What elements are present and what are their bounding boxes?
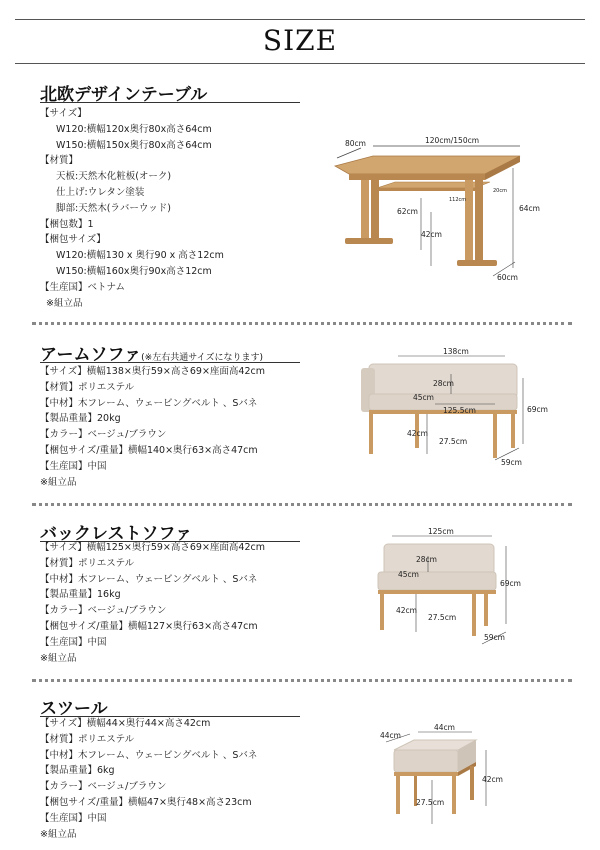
spec-line: 【梱包サイズ/重量】横幅127×奥行63×高さ47cm <box>40 620 258 632</box>
arm-sofa-dim-back: 28cm <box>433 379 454 388</box>
table-dim-leg-h: 62cm <box>397 207 418 216</box>
spec-line: W120:横幅130 x 奥行90 x 高さ12cm <box>56 250 224 262</box>
page-title: SIZE <box>262 24 338 57</box>
stool-dim-height: 42cm <box>482 775 503 784</box>
table-dim-under-h: 42cm <box>421 230 442 239</box>
spec-line: 【サイズ】横幅138×奥行59×高さ69×座面高42cm <box>40 366 265 377</box>
spec-line: 【梱包数】1 <box>40 218 94 230</box>
header-rule-bottom <box>15 63 585 64</box>
spec-line: ※組立品 <box>46 297 83 309</box>
spec-line: 【梱包サイズ/重量】横幅140×奥行63×高さ47cm <box>40 444 258 456</box>
spec-line: 【生産国】ベトナム <box>40 281 126 293</box>
table-dim-shelf-h: 20cm <box>493 188 507 194</box>
table-dim-height: 64cm <box>519 204 540 213</box>
spec-line: ※組立品 <box>40 652 77 664</box>
stool-spec-list <box>40 716 257 842</box>
spec-line: 【生産国】中国 <box>40 460 107 472</box>
spec-line: 仕上げ:ウレタン塗装 <box>56 186 145 198</box>
spec-line: 【カラー】ベージュ/ブラウン <box>40 781 167 793</box>
table-dim-foot: 60cm <box>497 273 518 282</box>
table-section-rule <box>40 102 300 103</box>
back-sofa-dim-seat-d: 45cm <box>398 570 419 579</box>
spec-line: 【サイズ】 <box>40 108 87 119</box>
spec-line: 【サイズ】横幅125×奥行59×高さ69×座面高42cm <box>40 542 265 553</box>
stool-dim-depth: 44cm <box>380 731 401 740</box>
spec-line: 【生産国】中国 <box>40 636 107 648</box>
back-sofa-dim-seat-h: 42cm <box>396 606 417 615</box>
arm-sofa-section-rule <box>40 362 300 363</box>
header-rule-top <box>15 19 585 20</box>
spec-line: 【梱包サイズ】 <box>40 234 106 246</box>
arm-sofa-illustration <box>355 347 548 470</box>
arm-sofa-dim-seat-h: 42cm <box>407 429 428 438</box>
back-sofa-dim-leg: 27.5cm <box>428 613 457 622</box>
spec-line: 【中材】木フレーム、ウェービングベルト 、Sバネ <box>40 397 258 409</box>
arm-sofa-spec-list <box>40 364 265 490</box>
back-sofa-dim-back: 28cm <box>416 555 437 564</box>
arm-sofa-dim-height: 69cm <box>527 405 548 414</box>
stool-dim-leg: 27.5cm <box>416 798 445 807</box>
stool-dim-width: 44cm <box>434 723 455 732</box>
arm-sofa-note: (※左右共通サイズになります) <box>141 353 264 363</box>
table-spec-list <box>40 106 224 311</box>
arm-sofa-dim-width: 138cm <box>443 347 469 356</box>
section-divider <box>32 679 572 682</box>
spec-line: 【中材】木フレーム、ウェービングベルト 、Sバネ <box>40 573 258 585</box>
table-illustration <box>325 138 565 290</box>
spec-line: 脚部:天然木(ラバーウッド) <box>56 202 171 214</box>
spec-line: 【中材】木フレーム、ウェービングベルト 、Sバネ <box>40 749 258 761</box>
spec-line: W120:横幅120x奥行80x高さ64cm <box>56 123 212 135</box>
back-sofa-dim-height: 69cm <box>500 579 521 588</box>
spec-line: 【材質】ポリエステル <box>40 557 135 569</box>
spec-line: 【材質】ポリエステル <box>40 733 135 745</box>
back-sofa-dim-depth: 59cm <box>484 633 505 642</box>
arm-sofa-title: アームソファ <box>40 345 142 365</box>
arm-sofa-dim-leg: 27.5cm <box>439 437 468 446</box>
back-sofa-spec-list <box>40 540 265 666</box>
arm-sofa-dim-depth: 59cm <box>501 458 522 467</box>
arm-sofa-dim-seat-d: 45cm <box>413 393 434 402</box>
spec-line: 【材質】ポリエステル <box>40 381 135 393</box>
spec-line: 【材質】 <box>40 155 79 167</box>
spec-line: 【生産国】中国 <box>40 812 107 824</box>
spec-line: 【製品重量】16kg <box>40 589 121 601</box>
spec-line: ※組立品 <box>40 476 77 488</box>
table-dim-shelf-w: 112cm <box>449 197 467 203</box>
stool-section-title: スツール <box>40 699 108 719</box>
arm-sofa-dim-seat-w: 125.5cm <box>443 406 476 415</box>
spec-line: 【サイズ】横幅44×奥行44×高さ42cm <box>40 718 211 729</box>
table-dim-width: 120cm/150cm <box>425 136 480 145</box>
spec-line: 【製品重量】6kg <box>40 765 115 777</box>
section-divider <box>32 322 572 325</box>
table-dim-depth: 80cm <box>345 139 366 148</box>
spec-line: W150:横幅150x奥行80x高さ64cm <box>56 139 212 151</box>
spec-line: 天板:天然木化粧板(オーク) <box>56 171 172 183</box>
back-sofa-illustration <box>372 528 532 653</box>
back-sofa-section-title: バックレストソファ <box>40 524 193 544</box>
spec-line: 【カラー】ベージュ/ブラウン <box>40 429 167 441</box>
back-sofa-dim-width: 125cm <box>428 527 454 536</box>
stool-illustration <box>372 720 522 830</box>
spec-line: ※組立品 <box>40 828 77 840</box>
spec-line: 【梱包サイズ/重量】横幅47×奥行48×高さ23cm <box>40 796 252 808</box>
table-section-title: 北欧デザインテーブル <box>40 85 208 105</box>
spec-line: W150:横幅160x奥行90x高さ12cm <box>56 265 212 277</box>
section-divider <box>32 503 572 506</box>
spec-line: 【製品重量】20kg <box>40 413 121 425</box>
spec-line: 【カラー】ベージュ/ブラウン <box>40 605 167 617</box>
